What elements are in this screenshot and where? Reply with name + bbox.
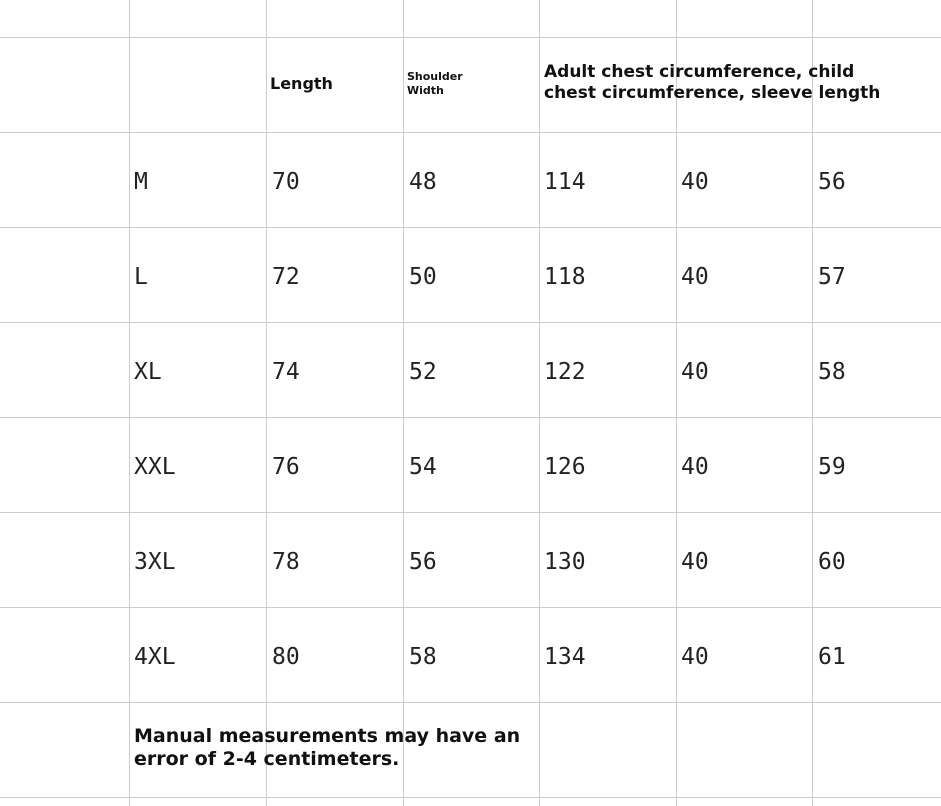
grid-line	[0, 607, 941, 608]
child-chest-value: 40	[681, 549, 709, 575]
grid-line	[0, 37, 941, 38]
size-label: 3XL	[134, 549, 176, 575]
length-value: 76	[272, 454, 300, 480]
adult-chest-value: 130	[544, 549, 586, 575]
grid-line	[403, 0, 404, 806]
shoulder-value: 48	[409, 169, 437, 195]
sleeve-value: 58	[818, 359, 846, 385]
adult-chest-value: 122	[544, 359, 586, 385]
grid-line	[0, 797, 941, 798]
grid-line	[129, 0, 130, 806]
measurement-note: Manual measurements may have an error of 2-4 centimeters.	[134, 725, 521, 770]
adult-chest-value: 126	[544, 454, 586, 480]
sleeve-value: 61	[818, 644, 846, 670]
size-label: L	[134, 264, 148, 290]
size-label: XXL	[134, 454, 176, 480]
header-shoulder-width	[407, 70, 517, 98]
header-shoulder-line1: Shoulder	[407, 70, 463, 83]
shoulder-value: 50	[409, 264, 437, 290]
child-chest-value: 40	[681, 359, 709, 385]
child-chest-value: 40	[681, 454, 709, 480]
child-chest-value: 40	[681, 264, 709, 290]
shoulder-value: 52	[409, 359, 437, 385]
shoulder-value: 56	[409, 549, 437, 575]
grid-line	[539, 0, 540, 806]
child-chest-value: 40	[681, 644, 709, 670]
grid-line	[0, 512, 941, 513]
length-value: 70	[272, 169, 300, 195]
grid-line	[0, 227, 941, 228]
grid-line	[812, 0, 813, 806]
sleeve-value: 56	[818, 169, 846, 195]
adult-chest-value: 134	[544, 644, 586, 670]
grid-line	[0, 417, 941, 418]
shoulder-value: 54	[409, 454, 437, 480]
adult-chest-value: 114	[544, 169, 586, 195]
length-value: 72	[272, 264, 300, 290]
size-label: M	[134, 169, 148, 195]
grid-line	[0, 132, 941, 133]
header-shoulder-line2: Width	[407, 84, 444, 97]
length-value: 80	[272, 644, 300, 670]
grid-line	[0, 702, 941, 703]
shoulder-value: 58	[409, 644, 437, 670]
size-label: XL	[134, 359, 162, 385]
size-label: 4XL	[134, 644, 176, 670]
header-length: Length	[270, 74, 333, 93]
sleeve-value: 60	[818, 549, 846, 575]
length-value: 74	[272, 359, 300, 385]
grid-line	[266, 0, 267, 806]
grid-line	[0, 322, 941, 323]
child-chest-value: 40	[681, 169, 709, 195]
adult-chest-value: 118	[544, 264, 586, 290]
length-value: 78	[272, 549, 300, 575]
sleeve-value: 57	[818, 264, 846, 290]
grid-line	[676, 0, 677, 806]
sleeve-value: 59	[818, 454, 846, 480]
header-chest-sleeve: Adult chest circumference, child chest circumference, sleeve length	[544, 62, 881, 103]
